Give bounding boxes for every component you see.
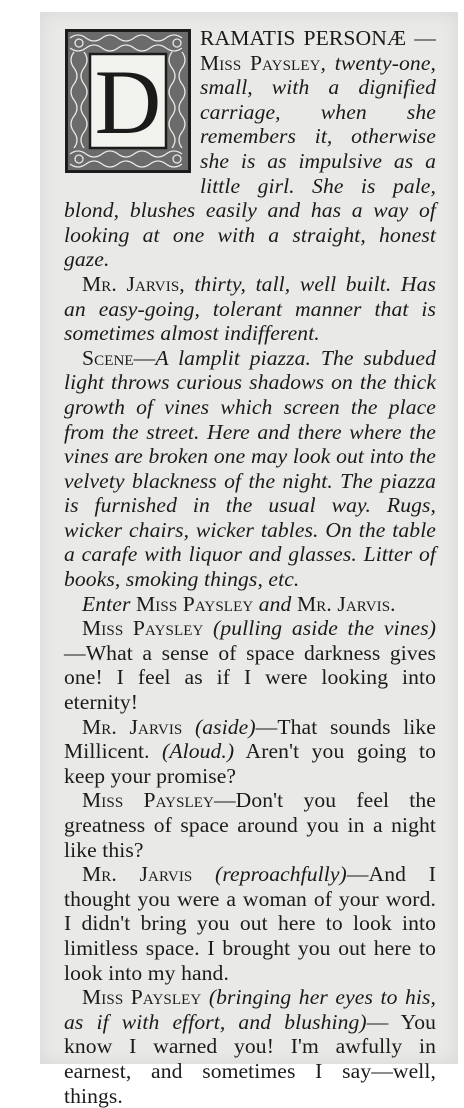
- speaker-name: Miss Paysley: [82, 616, 204, 641]
- dialogue-line: [64, 985, 436, 1108]
- stage-direction: (Aloud.): [162, 739, 235, 764]
- scene-description: A lamplit piazza. The subdued light throws curious shadows on the thick growth of vines which screen the place from the street. Here and there where the vines are broken one may look out into the velvety blackness of the night. The piazza is furnished in the usual way. Rugs, wicker chairs, wicker tables. On the table a carafe with liquor and glasses. Litter of books, smoking things, etc.: [64, 345, 436, 592]
- character-description: , thirty, tall, well built. Has an easy-going, tolerant manner that is sometimes almost indifferent.: [64, 271, 436, 346]
- dialogue-line: [64, 715, 436, 789]
- speaker-name: Miss Paysley: [82, 985, 202, 1010]
- dramatis-personae-paragraph: RAMATIS PERSONÆ — Miss Paysley, twenty-one, small, with a dignified carriage, when she remembers it, otherwise she is as impulsive as a little girl. She is pale, blond, blushes easily and has a way of looking at one with a straight, honest gaze.: [64, 26, 437, 272]
- stage-direction: (pulling aside the vines): [203, 616, 436, 641]
- speaker-name: Mr. Jarvis: [82, 714, 183, 739]
- character-description: , twenty-one, small, with a dignified carriage, when she remembers it, otherwise she is as impulsive as a little girl. She is pale, blond, blushes easily and has a way of looking at one with a straight, honest gaze.: [64, 50, 437, 272]
- dropcap-frame-icon: [64, 28, 192, 174]
- magazine-page: [40, 12, 458, 1108]
- spoken-text: —Don't you feel the greatness of space around you in a night like this?: [64, 788, 436, 862]
- spoken-text: —That sounds like Millicent.: [64, 714, 436, 764]
- spoken-text: —And I thought you were a woman of your word. I didn't bring you out here to look into limitless space. I brought you out here to look into my hand.: [64, 862, 436, 985]
- stage-direction: (reproachfully): [192, 862, 347, 887]
- spoken-text: Aren't you going to keep your promise?: [64, 739, 436, 788]
- character-name: Miss Paysley: [200, 50, 321, 75]
- speaker-name: Miss Paysley: [82, 788, 214, 813]
- stage-direction: (bringing her eyes to his, as if with effort, and blushing): [64, 985, 436, 1034]
- speaker-name: Mr. Jarvis: [82, 862, 193, 887]
- scene-paragraph: [64, 346, 436, 592]
- character-name: Mr. Jarvis: [82, 271, 180, 296]
- play-text-column: [64, 26, 436, 1108]
- stage-direction-enter: Enter Miss Paysley and Mr. Jarvis.: [82, 591, 396, 616]
- scene-label: Scene—: [82, 345, 156, 370]
- dropcap-letter: D: [94, 51, 162, 153]
- dialogue-line: [64, 862, 436, 985]
- ornamental-dropcap: [64, 28, 192, 174]
- dialogue-line: [64, 616, 436, 714]
- stage-direction: (aside): [182, 714, 256, 739]
- jarvis-description-paragraph: [64, 272, 436, 346]
- dialogue-line: [64, 788, 436, 862]
- spoken-text: —What a sense of space darkness gives one! I feel as if I were looking into eternity!: [64, 640, 436, 715]
- intro-title: RAMATIS PERSONÆ: [200, 26, 407, 50]
- spoken-text: — You know I warned you! I'm awfully in earnest, and sometimes I say—well, things.: [64, 1009, 436, 1108]
